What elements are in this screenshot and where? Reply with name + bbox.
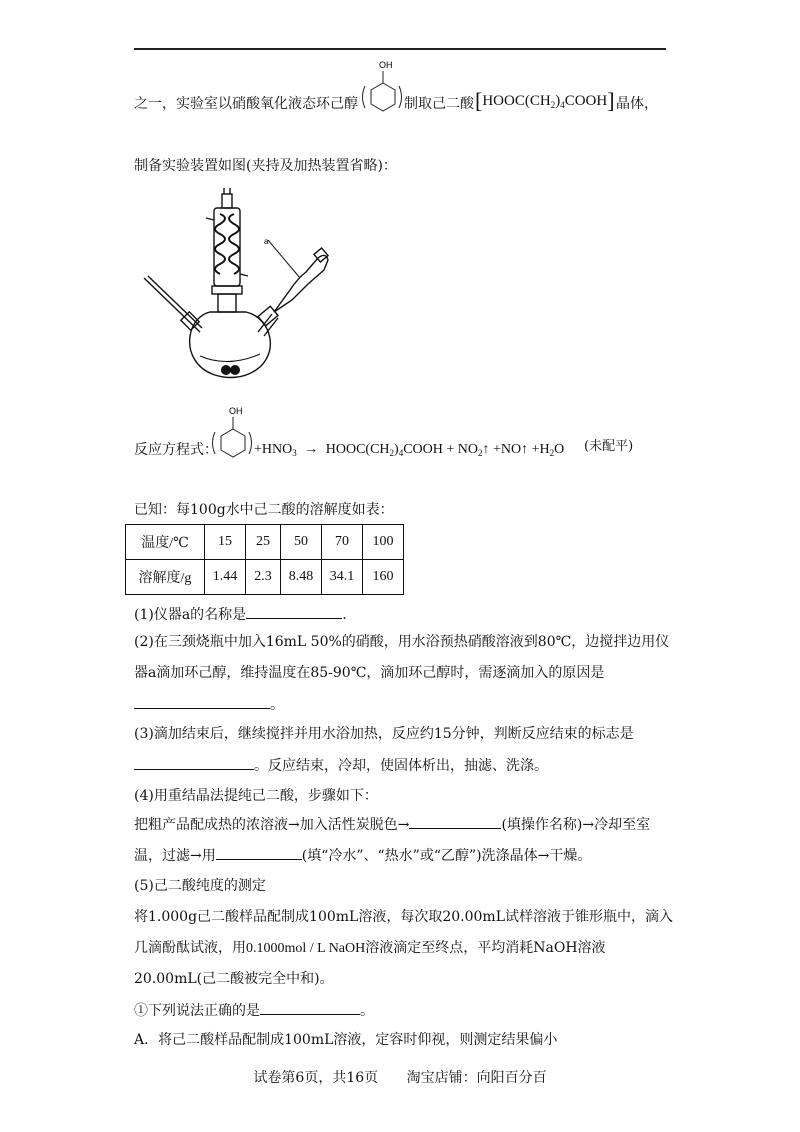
intro-suffix: 晶体， <box>616 96 658 112</box>
reaction-label: 反应方程式： <box>134 442 218 458</box>
table-row <box>126 525 404 560</box>
table-cell: 温度/℃ <box>126 525 205 560</box>
intro-oh-label: OH <box>379 60 393 70</box>
apparatus-label-a: a <box>264 237 269 246</box>
table-cell: 160 <box>363 560 404 595</box>
table-cell: 1.44 <box>205 560 246 595</box>
table-cell: 50 <box>281 525 322 560</box>
table-row <box>126 560 404 595</box>
answer-blank-q1[interactable] <box>246 604 342 619</box>
intro-line <box>134 94 358 114</box>
question-1: (1)仪器a的名称是 . <box>134 604 347 625</box>
answer-blank-q5-1[interactable] <box>260 1000 360 1015</box>
option-a: A．将己二酸样品配制成100mL溶液，定容时仰视，则测定结果偏小 <box>134 1032 558 1048</box>
page-footer <box>0 1067 800 1087</box>
table-cell: 8.48 <box>281 560 322 595</box>
apparatus-caption: 制备实验装置如图(夹持及加热装置省略)： <box>134 158 397 174</box>
shop-name: 淘宝店铺：向阳百分百 <box>406 1070 547 1086</box>
answer-blank-q3[interactable] <box>134 755 254 770</box>
question-5-sub-1: ①下列说法正确的是 。 <box>134 1000 374 1021</box>
table-cell: 100 <box>363 525 404 560</box>
top-rule <box>134 48 666 50</box>
answer-blank-q2[interactable] <box>134 694 270 709</box>
table-cell: 15 <box>205 525 246 560</box>
adipic-acid-formula: $[HOOC(CH_2)_4COOH]$ <box>475 88 615 113</box>
question-2-line-2: 器a滴加环己醇，维持温度在85-90℃，滴加环己醇时，需逐滴加入的原因是 <box>134 665 605 681</box>
table-cell: 溶解度/g <box>126 560 205 595</box>
cyclohexanol-structure-reaction <box>208 402 254 472</box>
table-cell: 34.1 <box>322 560 363 595</box>
answer-blank-q4-operation[interactable] <box>409 814 501 829</box>
reaction-equation: $+HNO_3$ → $HOOC(CH_2)_4COOH$ + $NO_2↑$ +NO↑ $+H_2O$ <box>254 442 565 458</box>
naoh-concentration: 0.1000mol / L NaOH <box>246 941 366 956</box>
table-cell: 70 <box>322 525 363 560</box>
question-5-line-4: 20.00mL(己二酸被完全中和)。 <box>134 971 334 987</box>
question-5-line-2: 将1.000g己二酸样品配制成100mL溶液，每次取20.00mL试样溶液于锥形瓶中，滴入 <box>134 909 673 925</box>
page-number: 试卷第6页，共16页 <box>253 1070 379 1086</box>
question-4-line-2: 把粗产品配成热的浓溶液→加入活性炭脱色→ (填操作名称)→冷却至室 <box>134 814 650 835</box>
question-2-line-1: (2)在三颈烧瓶中加入16mL 50%的硝酸，用水浴预热硝酸溶液到80℃，边搅拌边用仪 <box>134 634 670 650</box>
question-3-line-1: (3)滴加结束后，继续搅拌并用水浴加热，反应约15分钟，判断反应结束的标志是 <box>134 726 634 742</box>
intro-prefix: 之一，实验室以硝酸氧化液态环己醇 <box>134 96 358 112</box>
question-2-line-3: 。 <box>134 694 284 715</box>
question-5-title: (5)己二酸纯度的测定 <box>134 878 266 894</box>
question-5-line-3: 几滴酚酞试液，用0.1000mol / L NaOH溶液滴定至终点，平均消耗NaOH溶液 <box>134 940 606 956</box>
solubility-table <box>125 524 404 595</box>
intro-mid: 制取己二酸 <box>404 96 474 112</box>
question-4-line-1: (4)用重结晶法提纯己二酸，步骤如下： <box>134 788 378 804</box>
answer-blank-q4-wash[interactable] <box>216 845 302 860</box>
table-cell: 25 <box>246 525 281 560</box>
reaction-arrow: → <box>304 442 319 457</box>
question-3-line-2: 。反应结束，冷却，使固体析出，抽滤、洗涤。 <box>134 755 548 776</box>
reaction-note: (未配平) <box>584 439 634 454</box>
table-cell: 2.3 <box>246 560 281 595</box>
intro-line-part2 <box>404 94 474 114</box>
known-line: 已知：每100g水中己二酸的溶解度如表： <box>134 502 394 518</box>
reaction-oh-label: OH <box>229 406 243 416</box>
apparatus-figure <box>140 186 340 396</box>
cyclohexanol-structure-intro <box>358 56 404 126</box>
question-4-line-3: 温，过滤→用 (填“冷水”、“热水”或“乙醇”)洗涤晶体→干燥。 <box>134 845 591 866</box>
